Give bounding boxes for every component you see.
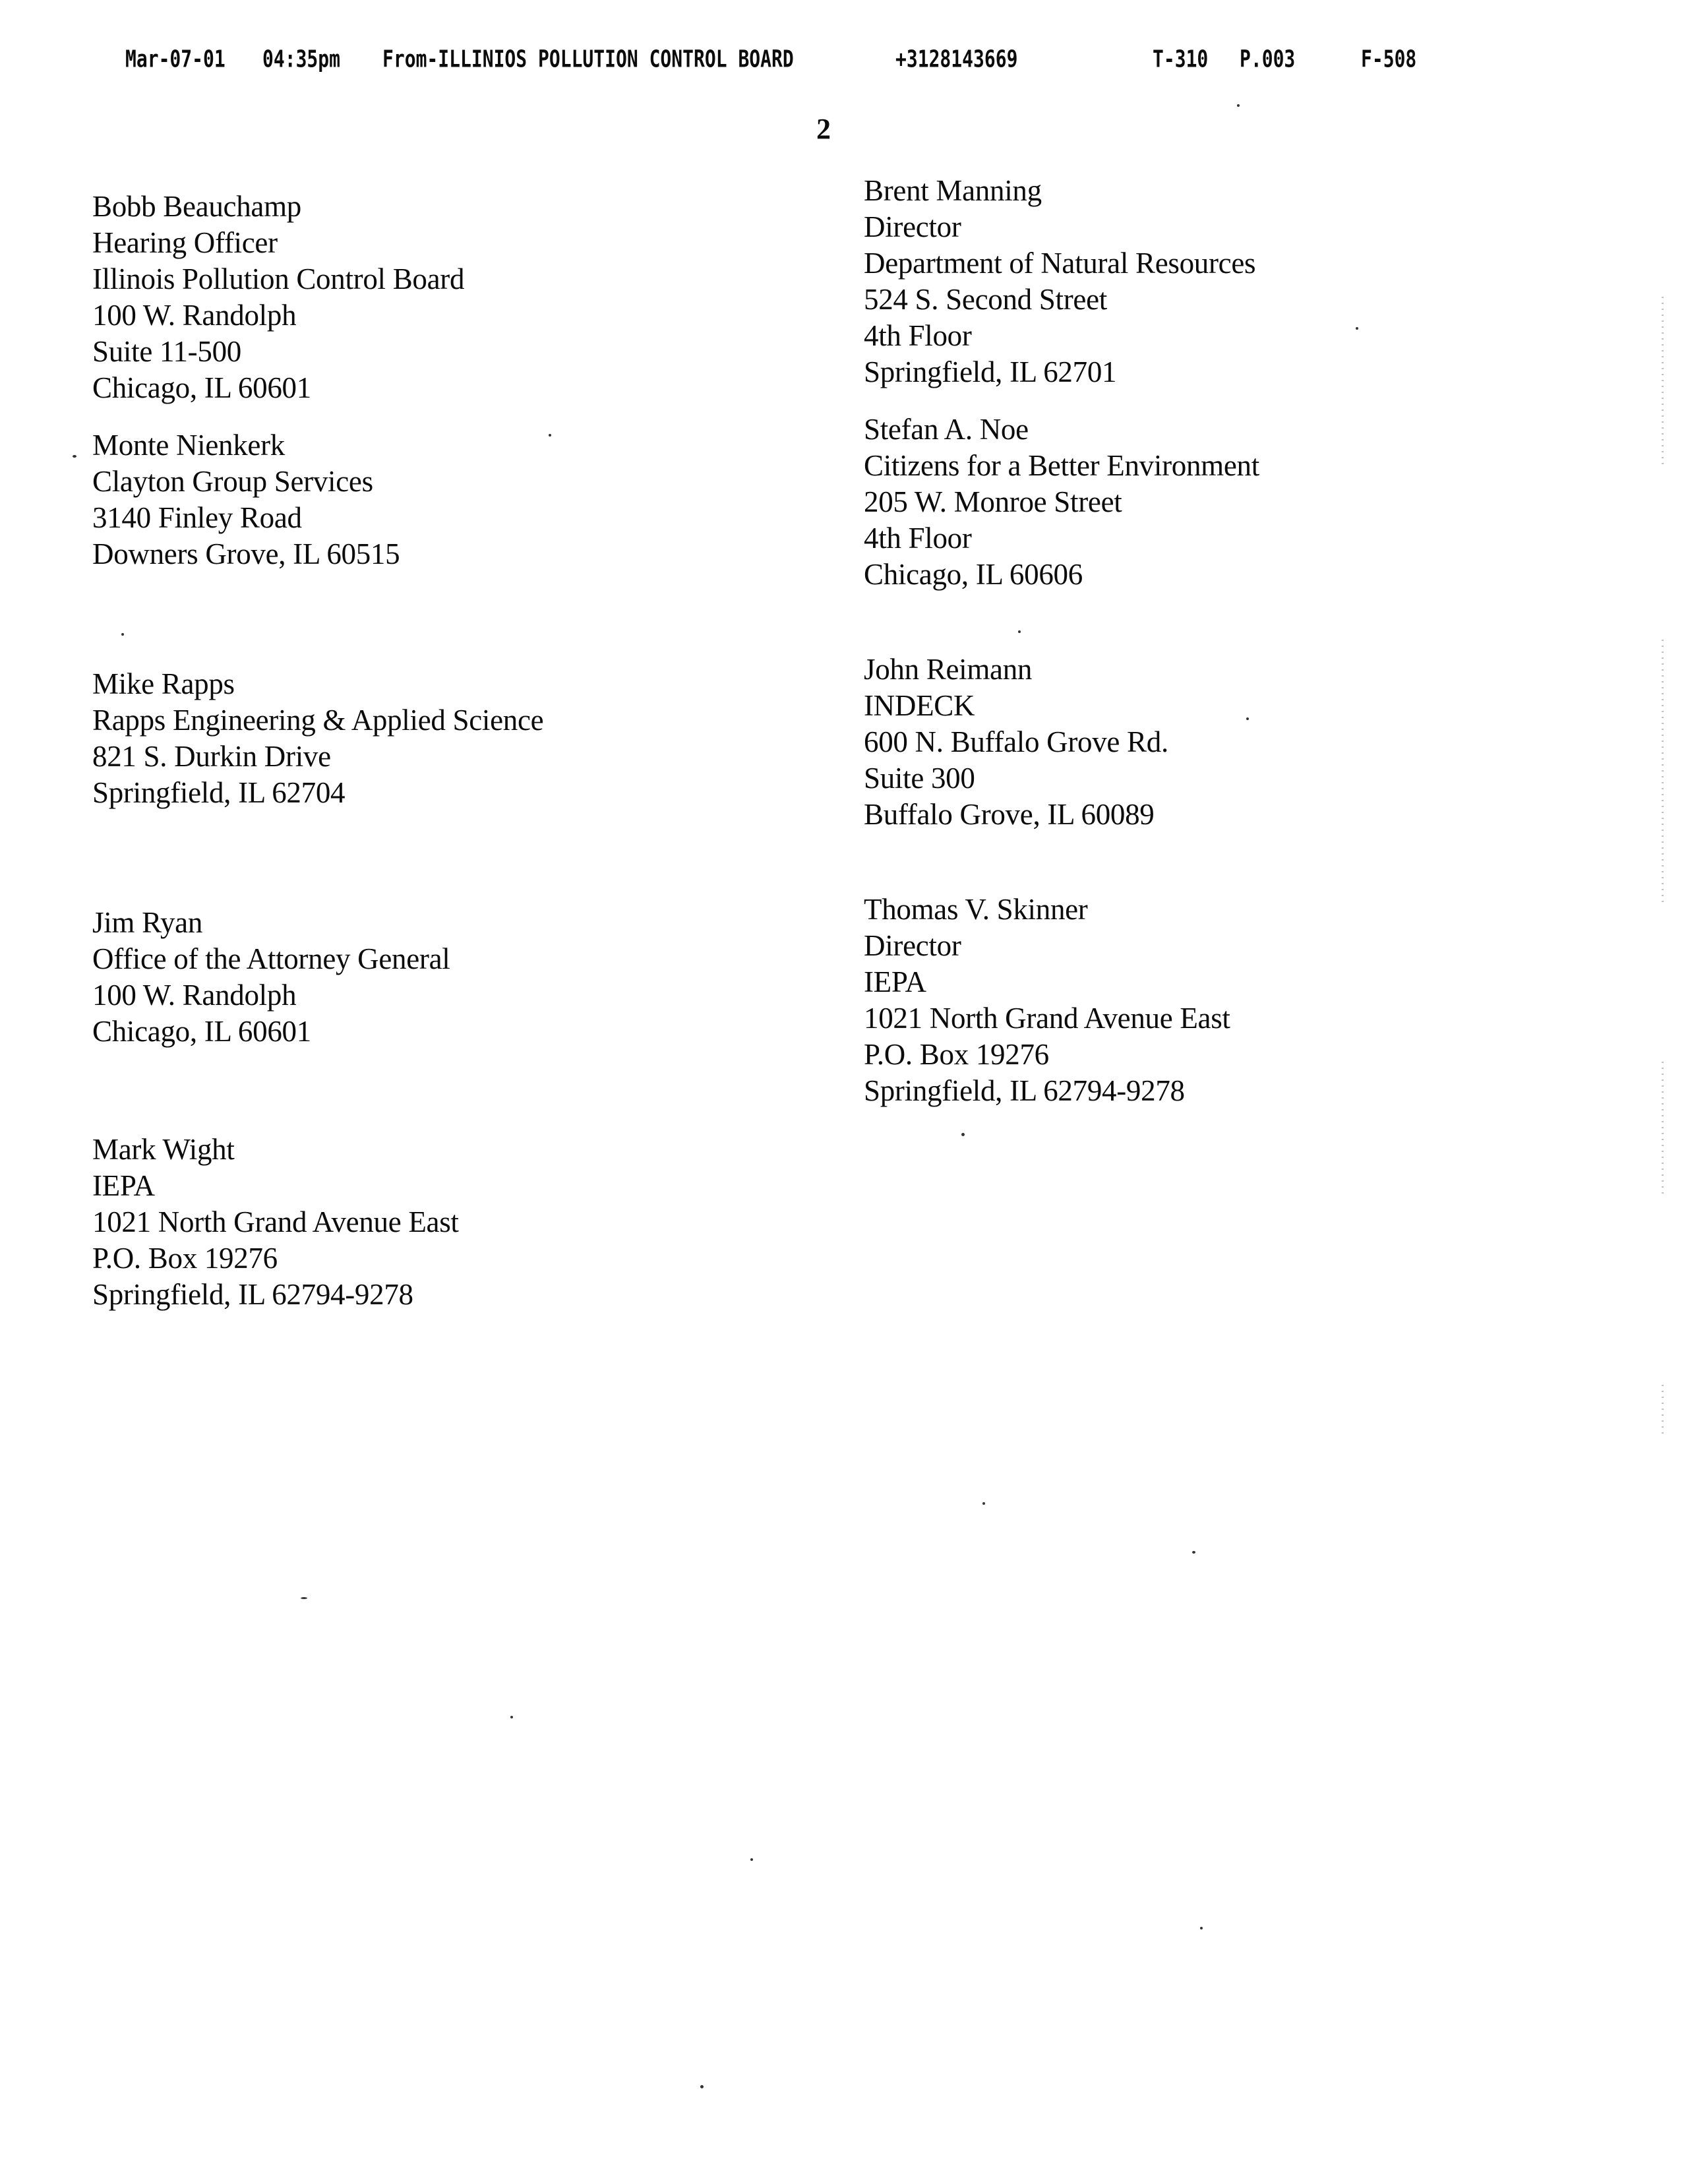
scan-speck [982, 1502, 985, 1505]
address-line: Springfield, IL 62794-9278 [864, 1074, 1185, 1107]
fax-phone: +3128143669 [895, 45, 1018, 73]
fax-page: P.003 [1240, 45, 1296, 73]
address-line: Rapps Engineering & Applied Science [92, 704, 544, 737]
scan-speck [1192, 1551, 1195, 1554]
address-line: Clayton Group Services [92, 465, 373, 498]
address-line: 1021 North Grand Avenue East [92, 1205, 459, 1238]
scan-speck [1237, 104, 1240, 107]
address-line: 524 S. Second Street [864, 283, 1107, 316]
fax-time: 04:35pm [262, 45, 341, 73]
address-line: 3140 Finley Road [92, 501, 302, 534]
scan-speck [73, 455, 76, 458]
address-line: 100 W. Randolph [92, 979, 297, 1012]
address-line: Springfield, IL 62794-9278 [92, 1278, 413, 1311]
fax-form-number: F-508 [1361, 45, 1417, 73]
address-block-beauchamp [92, 189, 464, 406]
address-line: IEPA [92, 1169, 155, 1202]
scan-speck [121, 633, 124, 636]
recipient-name: Stefan A. Noe [864, 413, 1029, 446]
scan-speck [700, 2085, 704, 2088]
address-line: 600 N. Buffalo Grove Rd. [864, 725, 1168, 758]
recipient-name: Brent Manning [864, 174, 1042, 207]
scan-speck [510, 1716, 513, 1718]
scan-speck [1018, 630, 1021, 633]
recipient-name: John Reimann [864, 653, 1033, 686]
scan-edge-noise [1662, 640, 1664, 903]
address-line: Springfield, IL 62704 [92, 776, 346, 809]
scan-speck [750, 1858, 753, 1861]
address-line: Chicago, IL 60601 [92, 1015, 311, 1048]
scan-speck [1246, 717, 1249, 720]
address-line: Illinois Pollution Control Board [92, 262, 465, 295]
address-line: P.O. Box 19276 [864, 1038, 1049, 1071]
address-block-nienkerk [92, 427, 400, 572]
address-line: Director [864, 210, 961, 243]
address-line: 4th Floor [864, 522, 972, 555]
recipient-name: Bobb Beauchamp [92, 190, 301, 223]
fax-transmission-id: T-310 [1153, 45, 1209, 73]
recipient-name: Thomas V. Skinner [864, 893, 1088, 926]
address-line: 821 S. Durkin Drive [92, 740, 331, 773]
address-line: Springfield, IL 62701 [864, 355, 1117, 388]
address-line: Director [864, 929, 961, 962]
address-block-rapps [92, 666, 543, 811]
address-line: Buffalo Grove, IL 60089 [864, 798, 1155, 831]
address-line: Hearing Officer [92, 226, 278, 259]
address-line: P.O. Box 19276 [92, 1242, 278, 1275]
address-block-skinner [864, 892, 1230, 1109]
address-line: Downers Grove, IL 60515 [92, 537, 400, 570]
address-block-ryan [92, 905, 450, 1050]
address-line: Chicago, IL 60601 [92, 371, 311, 404]
address-block-noe [864, 411, 1259, 593]
address-line: Chicago, IL 60606 [864, 558, 1083, 591]
address-line: Office of the Attorney General [92, 942, 450, 975]
scan-edge-noise [1662, 1062, 1664, 1194]
address-line: IEPA [864, 965, 926, 998]
scan-edge-noise [1662, 297, 1664, 468]
recipient-name: Mark Wight [92, 1133, 235, 1166]
address-line: INDECK [864, 689, 975, 722]
scan-speck [549, 434, 551, 437]
address-block-reimann [864, 652, 1168, 833]
address-block-wight [92, 1132, 459, 1313]
address-line: 100 W. Randolph [92, 299, 297, 332]
address-line: 4th Floor [864, 319, 972, 352]
fax-header [0, 45, 1688, 96]
address-line: Citizens for a Better Environment [864, 449, 1259, 482]
scan-speck [1356, 327, 1358, 330]
scan-speck [1200, 1927, 1203, 1929]
fax-sender: From-ILLINIOS POLLUTION CONTROL BOARD [382, 45, 794, 73]
recipient-name: Jim Ryan [92, 906, 203, 939]
address-line: 1021 North Grand Avenue East [864, 1002, 1230, 1035]
scan-edge-noise [1662, 1385, 1664, 1438]
fax-date: Mar-07-01 [125, 45, 226, 73]
address-line: Department of Natural Resources [864, 247, 1256, 280]
address-line: Suite 11-500 [92, 335, 241, 368]
address-line: Suite 300 [864, 762, 975, 795]
page-number: 2 [816, 113, 831, 145]
recipient-name: Mike Rapps [92, 667, 235, 700]
scan-speck [961, 1133, 965, 1136]
scan-speck [301, 1597, 307, 1599]
address-line: 205 W. Monroe Street [864, 485, 1122, 518]
address-block-manning [864, 173, 1255, 390]
recipient-name: Monte Nienkerk [92, 429, 285, 462]
